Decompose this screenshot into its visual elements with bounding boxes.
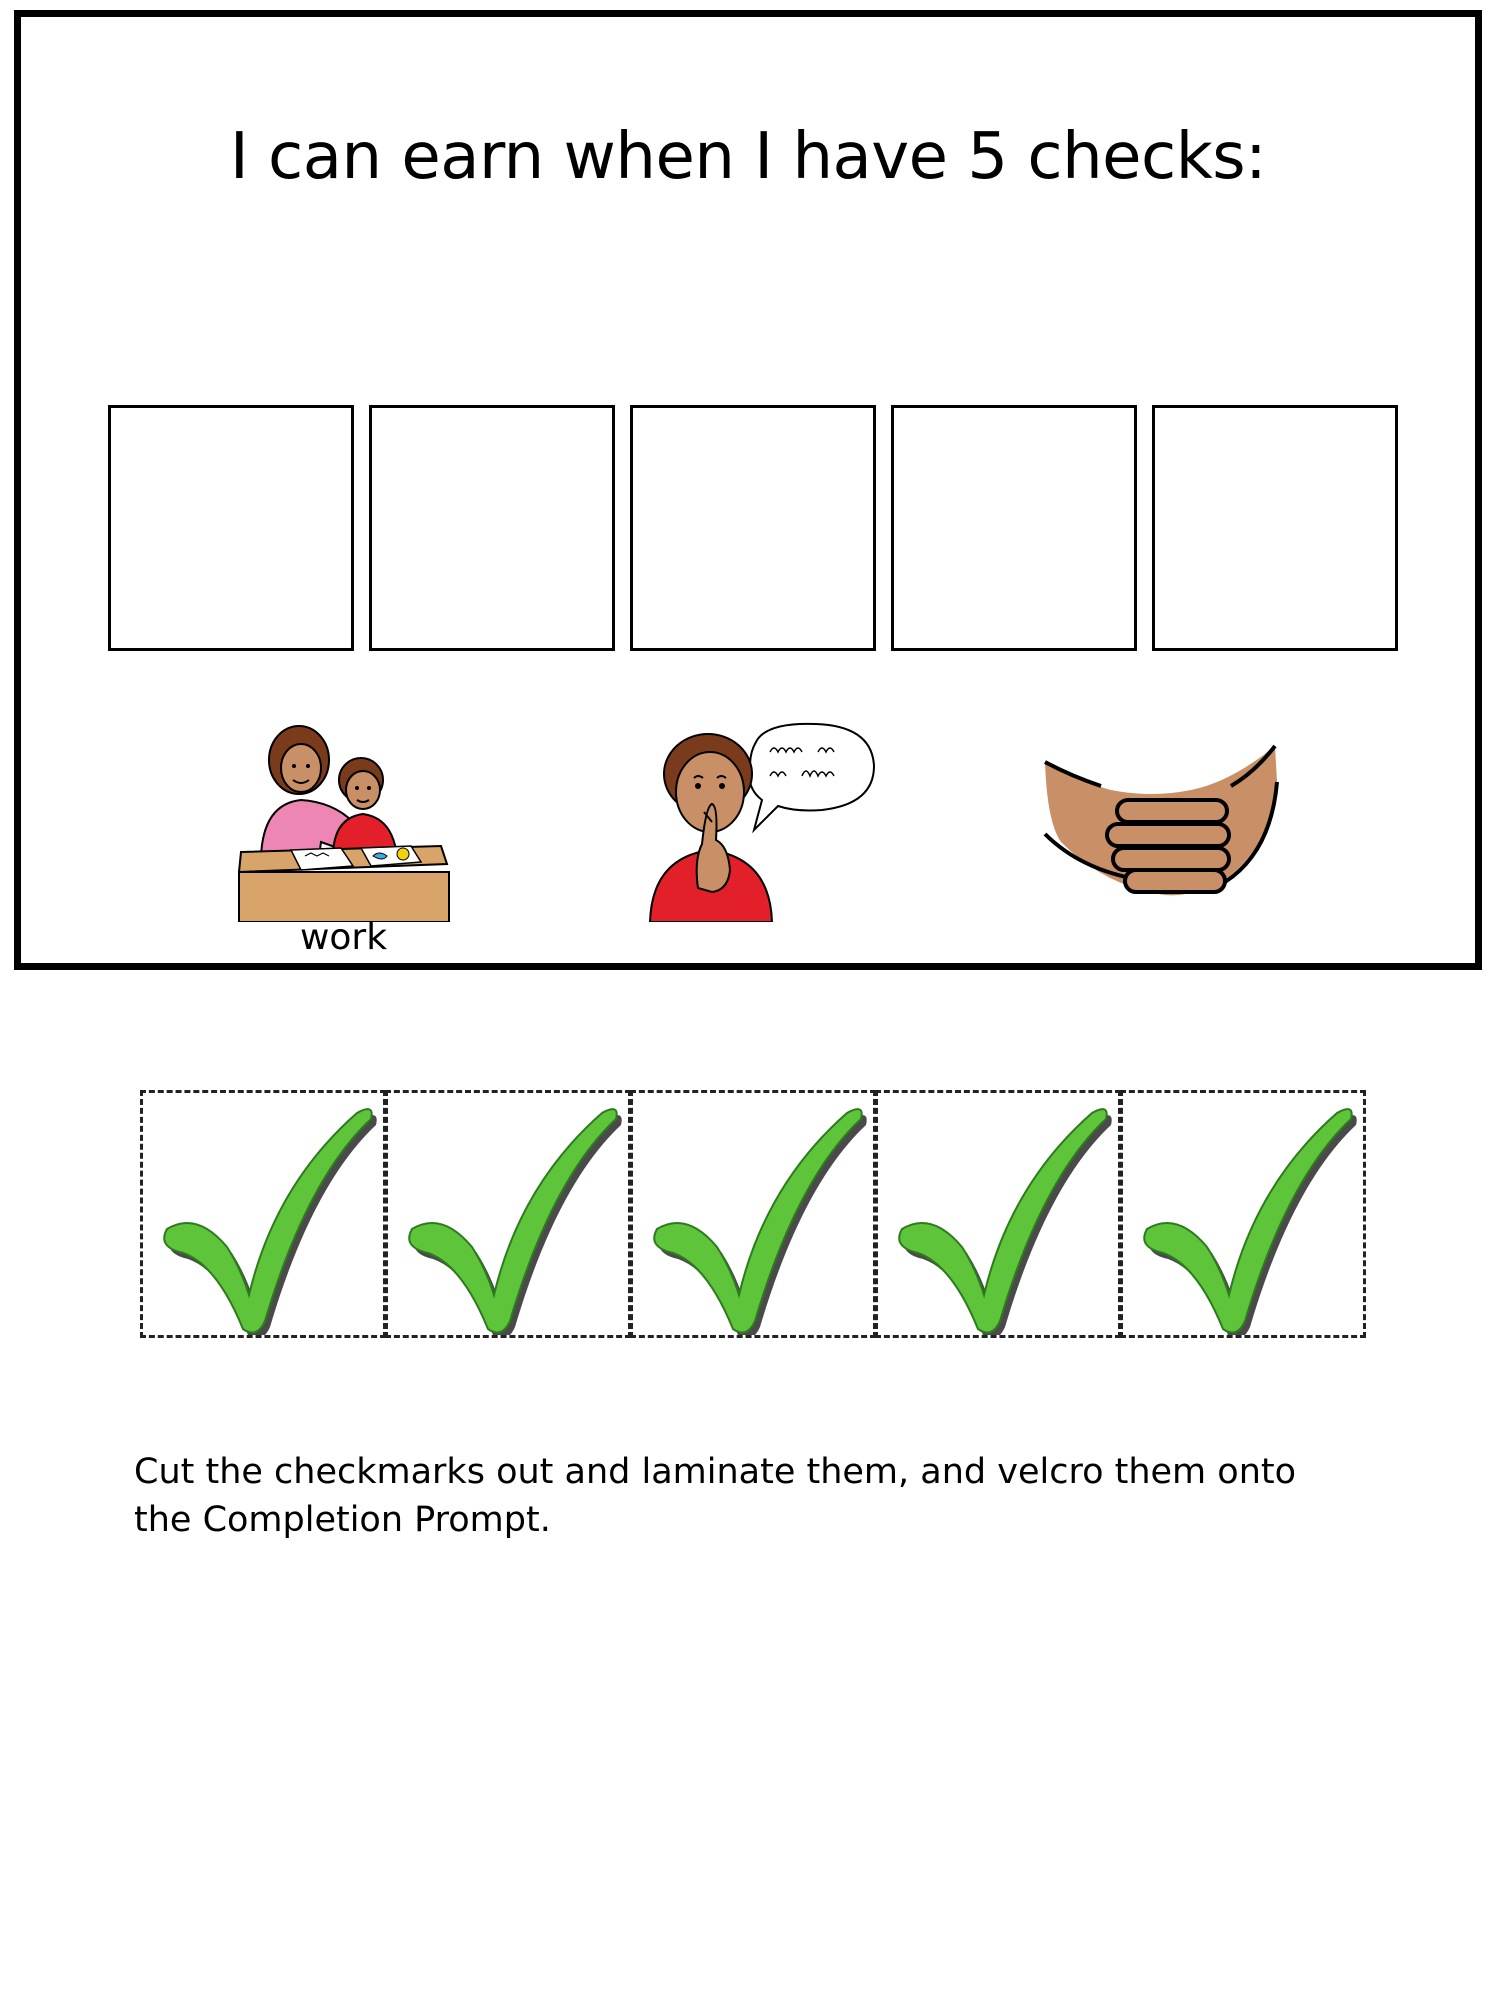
token-board <box>14 10 1482 970</box>
checkmark-cutout-4[interactable] <box>875 1090 1121 1338</box>
quiet-picture <box>646 722 886 922</box>
checkmark-cutout-1[interactable] <box>140 1090 386 1338</box>
green-checkmark-icon <box>892 1099 1112 1335</box>
hands-picture <box>1041 742 1291 912</box>
checkmark-cutout-2[interactable] <box>385 1090 631 1338</box>
token-slot-2[interactable] <box>369 405 615 651</box>
quiet-finger-to-lips-icon <box>646 722 886 922</box>
checkmark-cutout-5[interactable] <box>1120 1090 1366 1338</box>
work-label: work <box>299 917 388 958</box>
checkmark-cutout-3[interactable] <box>630 1090 876 1338</box>
token-slot-1[interactable] <box>108 405 354 651</box>
green-checkmark-icon <box>1137 1099 1357 1335</box>
green-checkmark-icon <box>157 1099 377 1335</box>
instructions-text: Cut the checkmarks out and laminate them, and velcro them onto the Completion Prompt. <box>134 1452 1297 1540</box>
work-picture <box>221 722 466 972</box>
folded-hands-icon <box>1041 742 1291 912</box>
green-checkmark-icon <box>647 1099 867 1335</box>
board-title: I can earn when I have 5 checks: <box>229 120 1267 194</box>
token-slot-4[interactable] <box>891 405 1137 651</box>
token-slot-5[interactable] <box>1152 405 1398 651</box>
token-slot-3[interactable] <box>630 405 876 651</box>
green-checkmark-icon <box>402 1099 622 1335</box>
teacher-student-work-icon <box>221 722 451 922</box>
